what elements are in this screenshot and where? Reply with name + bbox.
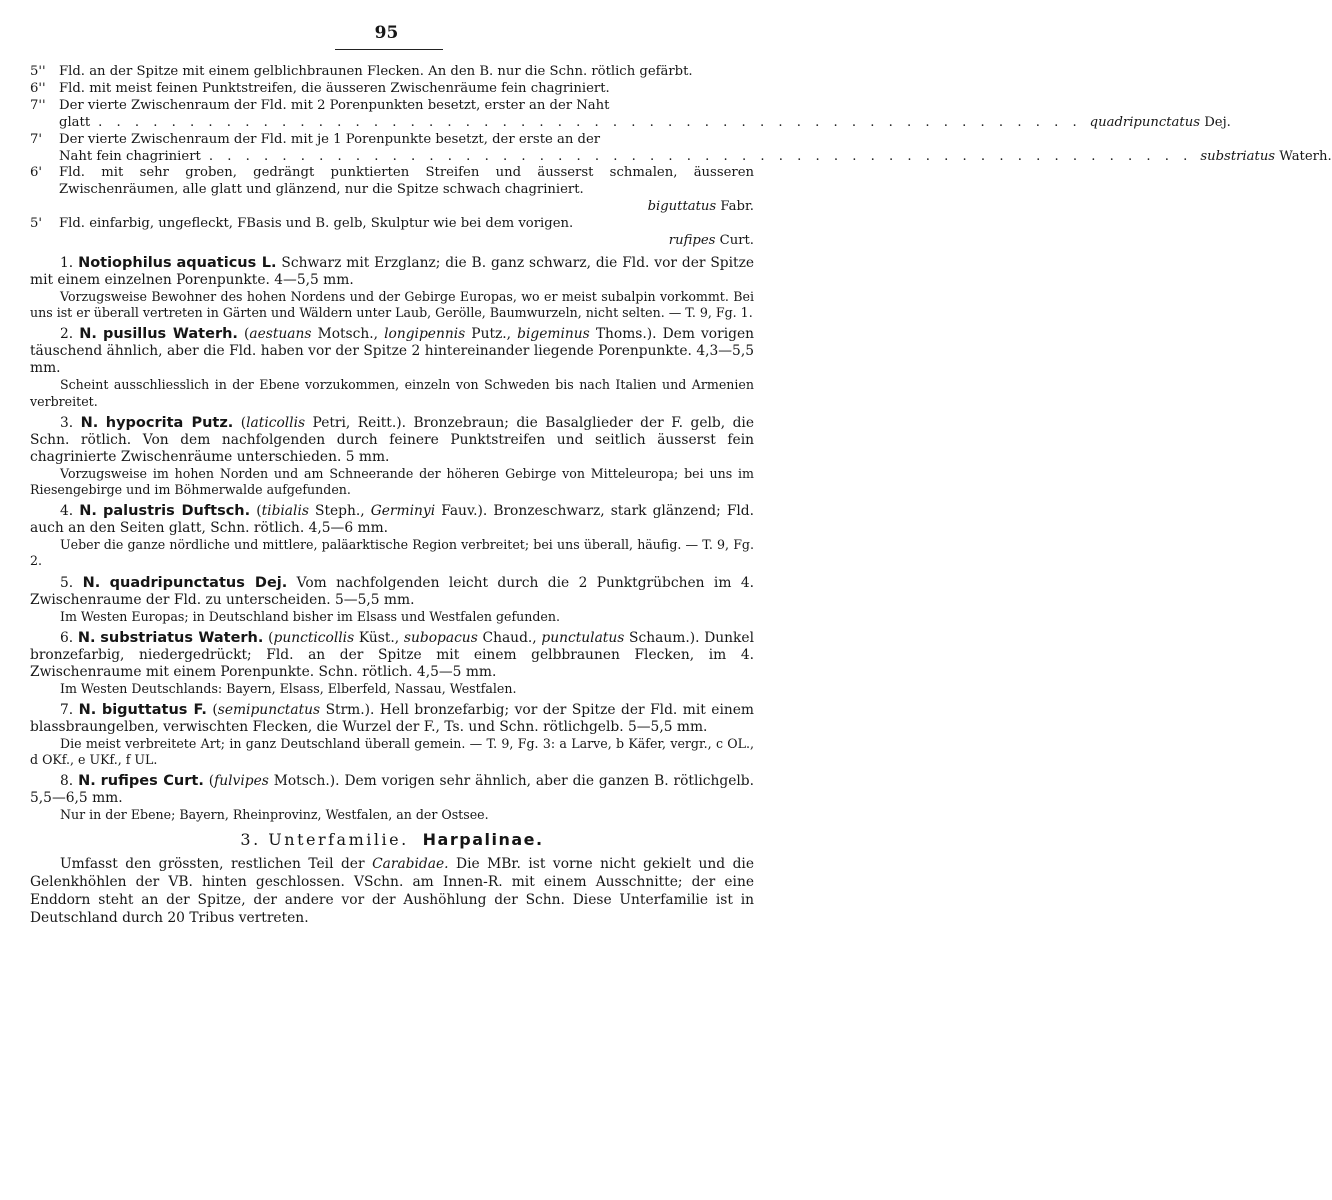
species-distribution-note: Nur in der Ebene; Bayern, Rheinprovinz, Westfalen, an der Ostsee. <box>60 807 489 823</box>
species-name: palustris Duftsch. <box>102 503 251 520</box>
italic-name: bigeminus <box>517 326 590 343</box>
key-species: substriatus <box>1200 148 1276 164</box>
species-distribution-note: Die meist verbreitete Art; in ganz Deutschland überall gemein. — T. 9, Fg. 3: a Larve, b Käfer, vergr., c OL., d OKf., e UKf., f UL. <box>30 736 754 768</box>
species-description <box>30 702 754 736</box>
subfamily-name: Harpalinae. <box>422 829 544 849</box>
italic-name: aestuans <box>249 326 312 343</box>
key-author: Dej. <box>1204 114 1231 130</box>
species-desc-text: (puncticollis Küst., subopacus Chaud., punctulatus Schaum.). Dunkel bronzefarbig, niedergedrückt; Fld. an der Spitze mit einem gelbbraunen Flecken, im 4. Zwischenraume mit einem Porenpunkte. Schn. rötlich. 4,5—5 mm. <box>30 629 754 680</box>
key-text: Fld. mit meist feinen Punktstreifen, die äusseren Zwischenräume fein chagriniert. <box>59 80 610 96</box>
species-name: biguttatus F. <box>101 702 207 718</box>
italic-name: semipunctatus <box>217 702 321 718</box>
key-label: 5' <box>30 216 43 232</box>
species-name: pusillus Waterh. <box>102 326 238 343</box>
dot-leader: . . . . . . . . . . . . . . . . . . . . . . . . . . . . . . . . . . . . . . . . . . . . . . . . . . . . . . <box>208 148 1193 164</box>
species-name: aquaticus L. <box>176 254 277 271</box>
subfamily-description: Umfasst den grössten, restlichen Teil der Carabidae. Die MBr. ist vorne nicht gekielt und die Gelenkhöhlen der VB. hinten geschlossen. VSchn. am Innen-R. mit einem Ausschnitte; der eine Enddorn steht an der Spitze, der andere vor der Aushöhlung der Schn. Diese Unterfamilie ist in Deutschland durch 20 Tribus vertreten. <box>30 855 754 926</box>
italic-name: fulvipes <box>214 773 269 790</box>
species-desc-text: (tibialis Steph., Germinyi Fauv.). Bronzeschwarz, stark glänzend; Fld. auch an den Seiten glatt, Schn. rötlich. 4,5—6 mm. <box>30 503 755 537</box>
key-entry <box>30 165 754 216</box>
key-text: Der vierte Zwischenraum der Fld. mit je 1 Porenpunkte besetzt, der erste an der <box>59 131 601 147</box>
species-name: rufipes Curt. <box>100 773 204 790</box>
species-distribution-note: Im Westen Deutschlands: Bayern, Elsass, Elberfeld, Nassau, Westfalen. <box>60 680 517 696</box>
key-entry <box>30 97 1231 132</box>
key-author: Fabr. <box>720 199 754 215</box>
species-entry <box>30 702 754 768</box>
species-description <box>30 415 754 466</box>
italic-name: laticollis <box>246 414 306 431</box>
species-description <box>30 255 754 289</box>
species-name: substriatus Waterh. <box>100 629 264 646</box>
key-label: 7' <box>30 131 43 147</box>
dot-leader: . . . . . . . . . . . . . . . . . . . . . . . . . . . . . . . . . . . . . . . . . . . . . . . . . . . . . . <box>98 114 1082 130</box>
italic-name: longipennis <box>384 326 466 343</box>
species-entry <box>30 773 754 823</box>
species-list <box>30 255 754 824</box>
species-desc-text: (semipunctatus Strm.). Hell bronzefarbig; vor der Spitze der Fld. mit einem blassbraungelben, verwischten Flecken, die Wurzel der F., Ts. und Schn. rötlichgelb. 5—5,5 mm. <box>30 702 755 735</box>
species-genus: N. <box>78 773 96 790</box>
species-genus: Notiophilus <box>78 254 172 271</box>
key-author: Waterh. <box>1279 148 1332 164</box>
key-label: 5'' <box>30 64 46 79</box>
key-species: quadripunctatus <box>1089 114 1200 130</box>
key-text: Fld. mit sehr groben, gedrängt punktierten Streifen und äusserst schmalen, äusseren Zwischenräumen, alle glatt und glänzend, nur die Spitze schwach chagriniert. <box>59 165 754 198</box>
page-body <box>30 64 1332 927</box>
key-author: Curt. <box>719 233 754 249</box>
key-text: Fld. einfarbig, ungefleckt, FBasis und B. gelb, Skulptur wie bei dem vorigen. <box>59 216 574 232</box>
species-number: 7. <box>60 702 74 718</box>
italic-name: punctulatus <box>541 629 625 646</box>
italic-name: subopacus <box>403 629 478 646</box>
key-lead-text: Naht fein chagriniert <box>59 148 201 164</box>
species-number: 5. <box>60 574 74 591</box>
italic-name: Carabidae. <box>372 855 449 872</box>
species-name: quadripunctatus Dej. <box>109 574 288 591</box>
species-entry <box>30 255 754 321</box>
species-genus: N. <box>77 629 96 646</box>
species-number: 3. <box>60 414 74 431</box>
species-desc-text: (laticollis Petri, Reitt.). Bronzebraun; die Basalglieder der F. gelb, die Schn. rötlich. Von dem nachfolgenden durch feinere Punktstreifen und seitlich äusserst fein chagrinierte Zwischenräume unterschieden. 5 mm. <box>30 414 754 465</box>
key-entry <box>30 131 1332 166</box>
species-description <box>30 503 754 537</box>
header-rule <box>335 49 443 50</box>
species-distribution-note: Vorzugsweise im hohen Norden und am Schneerande der höheren Gebirge von Mitteleuropa; bei uns im Riesengebirge und im Böhmerwalde aufgefunden. <box>30 465 754 497</box>
species-distribution-note: Scheint ausschliesslich in der Ebene vorzukommen, einzeln von Schweden bis nach Italien und Armenien verbreitet. <box>30 377 754 409</box>
species-distribution-note: Vorzugsweise Bewohner des hohen Nordens und der Gebirge Europas, wo er meist subalpin vorkommt. Bei uns ist er überall vertreten in Gärten und Wäldern unter Laub, Gerölle, Baumwurzeln, nicht selten. — T. 9, Fg. 1. <box>30 288 754 321</box>
species-description <box>30 575 754 609</box>
species-desc-text: (aestuans Motsch., longipennis Putz., bigeminus Thoms.). Dem vorigen täuschend ähnlich, aber die Fld. haben vor der Spitze 2 hintereinander liegende Porenpunkte. 4,3—5,5 mm. <box>30 326 754 377</box>
species-description <box>30 630 754 681</box>
italic-name: puncticollis <box>273 629 355 646</box>
italic-name: Germinyi <box>370 503 436 520</box>
species-genus: N. <box>82 574 101 591</box>
species-distribution-note: Im Westen Europas; in Deutschland bisher im Elsass und Westfalen gefunden. <box>60 608 560 624</box>
italic-name: tibialis <box>261 503 309 520</box>
species-entry <box>30 575 754 625</box>
species-number: 1. <box>60 254 74 271</box>
key-lead-text: glatt <box>59 114 91 130</box>
species-entry <box>30 326 754 409</box>
subfamily-label: 3. Unterfamilie. <box>240 829 409 849</box>
species-genus: N. <box>80 414 99 431</box>
key-leader-line <box>59 148 1332 166</box>
subfamily-heading <box>30 829 754 849</box>
key-label: 6' <box>30 165 43 181</box>
species-distribution-note: Ueber die ganze nördliche und mittlere, paläarktische Region verbreitet; bei uns überall, häufig. — T. 9, Fg. 2. <box>30 537 754 569</box>
species-genus: N. <box>79 326 97 343</box>
species-entry <box>30 630 754 697</box>
species-number: 8. <box>60 773 74 790</box>
species-desc-text: Schwarz mit Erzglanz; die B. ganz schwarz, die Fld. vor der Spitze mit einem einzelnen Porenpunkte. 4—5,5 mm. <box>30 254 755 288</box>
identification-key <box>30 64 1332 250</box>
species-genus: N. <box>79 503 97 520</box>
key-species: biguttatus <box>647 199 717 215</box>
species-name: hypocrita Putz. <box>105 414 234 431</box>
key-label: 7'' <box>30 97 46 113</box>
species-desc-text: (fulvipes Motsch.). Dem vorigen sehr ähnlich, aber die ganzen B. rötlichgelb. 5,5—6,5 mm. <box>30 773 755 807</box>
key-text: Der vierte Zwischenraum der Fld. mit 2 Porenpunkten besetzt, erster an der Naht <box>59 97 610 113</box>
species-number: 6. <box>60 629 74 646</box>
key-entry <box>30 81 754 98</box>
species-entry <box>30 503 754 569</box>
key-label: 6'' <box>30 80 46 96</box>
species-genus: N. <box>78 702 97 718</box>
species-number: 2. <box>60 326 74 343</box>
key-entry <box>30 216 754 250</box>
key-entry <box>30 64 754 81</box>
key-text: Fld. an der Spitze mit einem gelblichbraunen Flecken. An den B. nur die Schn. rötlich gefärbt. <box>59 64 693 79</box>
species-number: 4. <box>60 503 74 520</box>
page-number: 95 <box>374 23 399 43</box>
species-description <box>30 326 754 377</box>
species-entry <box>30 415 754 498</box>
species-description <box>30 773 754 807</box>
key-leader-line <box>59 114 1231 132</box>
key-species: rufipes <box>668 233 716 249</box>
species-desc-text: Vom nachfolgenden leicht durch die 2 Punktgrübchen im 4. Zwischenraume der Fld. zu unterscheiden. 5—5,5 mm. <box>30 574 754 608</box>
